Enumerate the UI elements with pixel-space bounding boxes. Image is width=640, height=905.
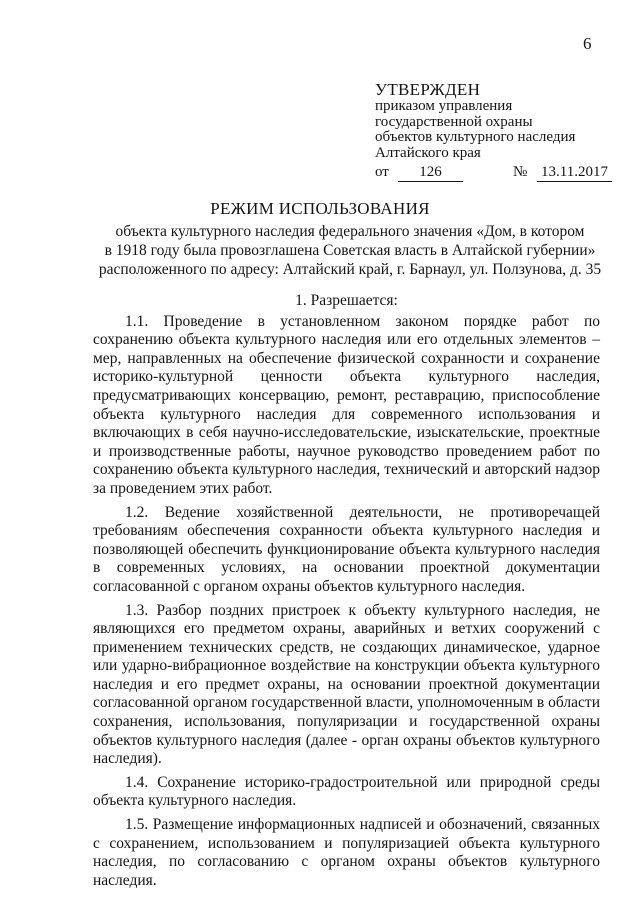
clause-1-5: 1.5. Размещение информационных надписей и обозначений, связанных с сохранением, использованием и популяризацией объекта культурного наследия, по согласованию с органом охраны объектов культурного наследия. (93, 816, 600, 889)
number-sign: № (513, 164, 528, 180)
page-number: 6 (583, 34, 592, 53)
section-title: 1. Разрешается: (295, 292, 398, 309)
order-date-line (375, 163, 620, 185)
order-date: 13.11.2017 (537, 165, 612, 182)
approval-title: УТВЕРЖДЕН (375, 80, 481, 99)
order-number: 126 (398, 165, 463, 182)
clause-1-4: 1.4. Сохранение историко-градостроительной или природной среды объекта культурного наследия. (93, 773, 600, 810)
approval-line-4: Алтайского края (375, 144, 481, 161)
subtitle-line-2: в 1918 году была провозглашена Советская власть в Алтайской губернии» (104, 242, 596, 259)
approval-line-2: государственной охраны (375, 113, 533, 130)
clause-1-1: 1.1. Проведение в установленном законом порядке работ по сохранению объекта культурного наследия или его отдельных элементов – мер, направленных на обеспечение физической сохранности и сохранение историко-культурной ценности объекта культурного наследия, предусматривающих консервацию, ремонт, реставрацию, приспособление объекта культурного наследия для современного использования и включающих в себя научно-исследовательские, изыскательские, проектные и производственные работы, научное руководство проведением работ по сохранению объекта культурного наследия, технический и авторский надзор за проведением этих работ. (93, 312, 600, 497)
approval-line-1: приказом управления (375, 98, 513, 114)
approval-line-3: объектов культурного наследия (375, 129, 576, 145)
clause-1-3: 1.3. Разбор поздних пристроек к объекту культурного наследия, не являющихся его предметом охраны, аварийных и ветхих сооружений с применением технических средств, не создающих динамическое, ударное или ударно-вибрационное воздействие на конструкции объекта культурного наследия и его предмет охраны, на основании проектной документации согласованной органом государственной власти, уполномоченным в области сохранения, использования, популяризации и государственной охраны объектов культурного наследия (далее - орган охраны объектов культурного наследия). (93, 601, 600, 768)
document-title: РЕЖИМ ИСПОЛЬЗОВАНИЯ (210, 199, 430, 218)
ot-label: от (375, 164, 389, 180)
subtitle-line-3: расположенного по адресу: Алтайский край, г. Барнаул, ул. Ползунова, д. 35 (98, 261, 602, 278)
clause-1-2: 1.2. Ведение хозяйственной деятельности, не противоречащей требованиям обеспечения сохранности объекта культурного наследия и позволяющей обеспечить функционирование объекта культурного наследия в современных условиях, на основании проектной документации согласованной с органом охраны объектов культурного наследия. (93, 503, 600, 595)
document-subtitle (90, 222, 610, 279)
subtitle-line-1: объекта культурного наследия федерального значения «Дом, в котором (115, 223, 585, 240)
approval-block (375, 80, 620, 185)
document-body (93, 292, 600, 895)
